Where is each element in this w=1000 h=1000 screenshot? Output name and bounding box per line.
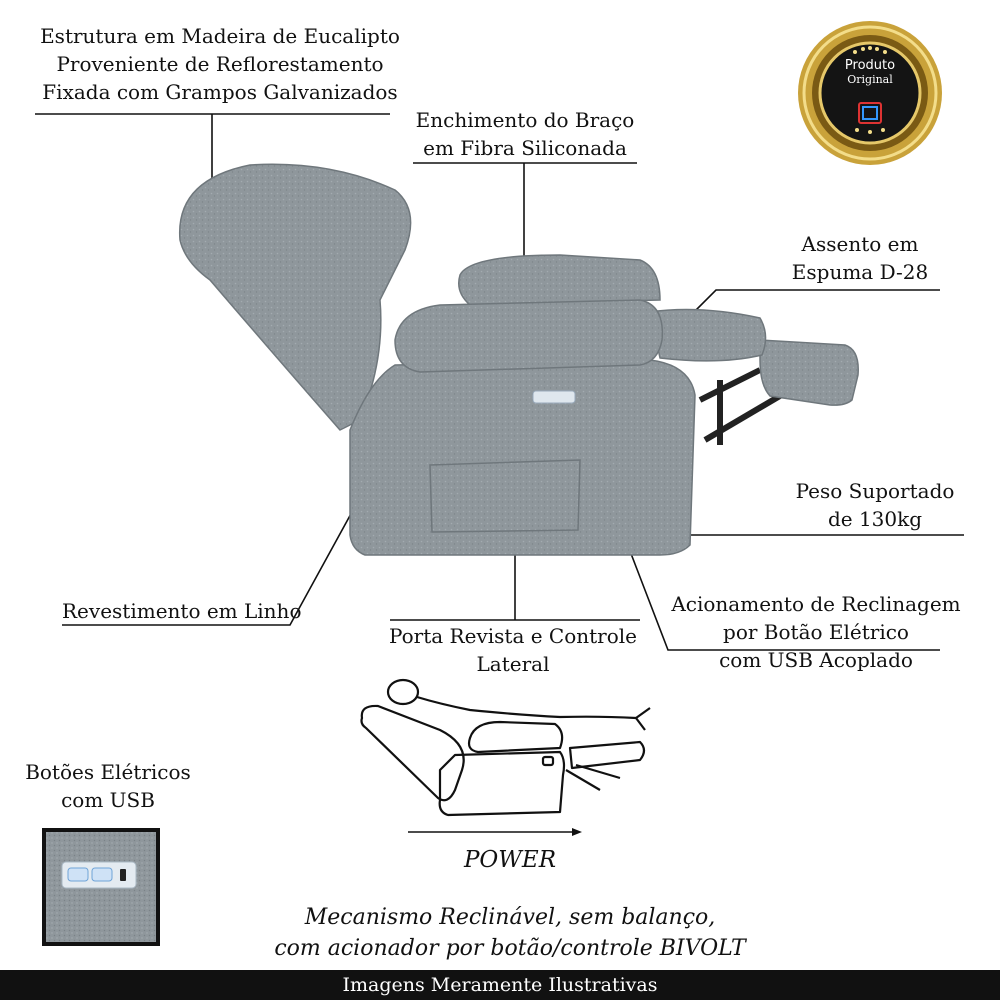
button-icon-left — [68, 868, 88, 881]
label-estrutura-line3: Fixada com Grampos Galvanizados — [42, 80, 398, 104]
usb-port-icon — [120, 869, 126, 881]
label-enchimento — [413, 106, 637, 162]
usb-button-closeup-fabric — [46, 832, 156, 942]
label-acionamento — [668, 590, 964, 674]
footer-disclaimer: Imagens Meramente Ilustrativas — [0, 970, 1000, 1000]
label-assento-line2: Espuma D-28 — [791, 260, 929, 284]
mechanism-text-line2: com acionador por botão/controle BIVOLT — [274, 936, 746, 961]
label-acionamento-line3: com USB Acoplado — [719, 648, 913, 672]
label-assento — [775, 230, 945, 286]
label-peso — [785, 477, 965, 533]
label-porta-revista-line2: Lateral — [476, 652, 550, 676]
label-enchimento-line1: Enchimento do Braço — [415, 108, 635, 132]
recliner-near-arm — [395, 300, 662, 372]
seal-text-line2: Original — [847, 73, 893, 86]
mechanism-text — [230, 902, 790, 964]
recliner-footrest — [760, 340, 858, 405]
label-botoes-line2: com USB — [61, 788, 155, 812]
label-estrutura-line1: Estrutura em Madeira de Eucalipto — [40, 24, 400, 48]
usb-button-closeup — [42, 828, 160, 946]
diagram-power-label: POWER — [463, 847, 557, 873]
recliner-body — [350, 360, 695, 555]
label-assento-line1: Assento em — [801, 232, 919, 256]
seal-text-line1: Produto — [844, 58, 896, 73]
label-botoes — [18, 758, 198, 814]
mechanism-text-line1: Mecanismo Reclinável, sem balanço, — [304, 905, 716, 930]
label-acionamento-line2: por Botão Elétrico — [723, 620, 909, 644]
original-product-seal — [795, 18, 945, 168]
label-revestimento: Revestimento em Linho — [62, 599, 302, 623]
recliner-far-arm — [459, 255, 660, 305]
usb-button-panel — [533, 391, 575, 403]
label-peso-line2: de 130kg — [827, 507, 923, 531]
button-icon-right — [92, 868, 112, 881]
label-estrutura-line2: Proveniente de Reflorestamento — [56, 52, 384, 76]
label-botoes-line1: Botões Elétricos — [25, 760, 191, 784]
label-enchimento-line2: em Fibra Siliconada — [423, 136, 627, 160]
label-porta-revista-line1: Porta Revista e Controle — [388, 624, 638, 648]
recline-diagram — [350, 670, 660, 840]
recliner-illustration — [160, 150, 880, 570]
label-estrutura — [35, 22, 405, 106]
label-peso-line1: Peso Suportado — [795, 479, 955, 503]
label-acionamento-line1: Acionamento de Reclinagem — [671, 592, 961, 616]
recliner-seat — [650, 310, 766, 361]
